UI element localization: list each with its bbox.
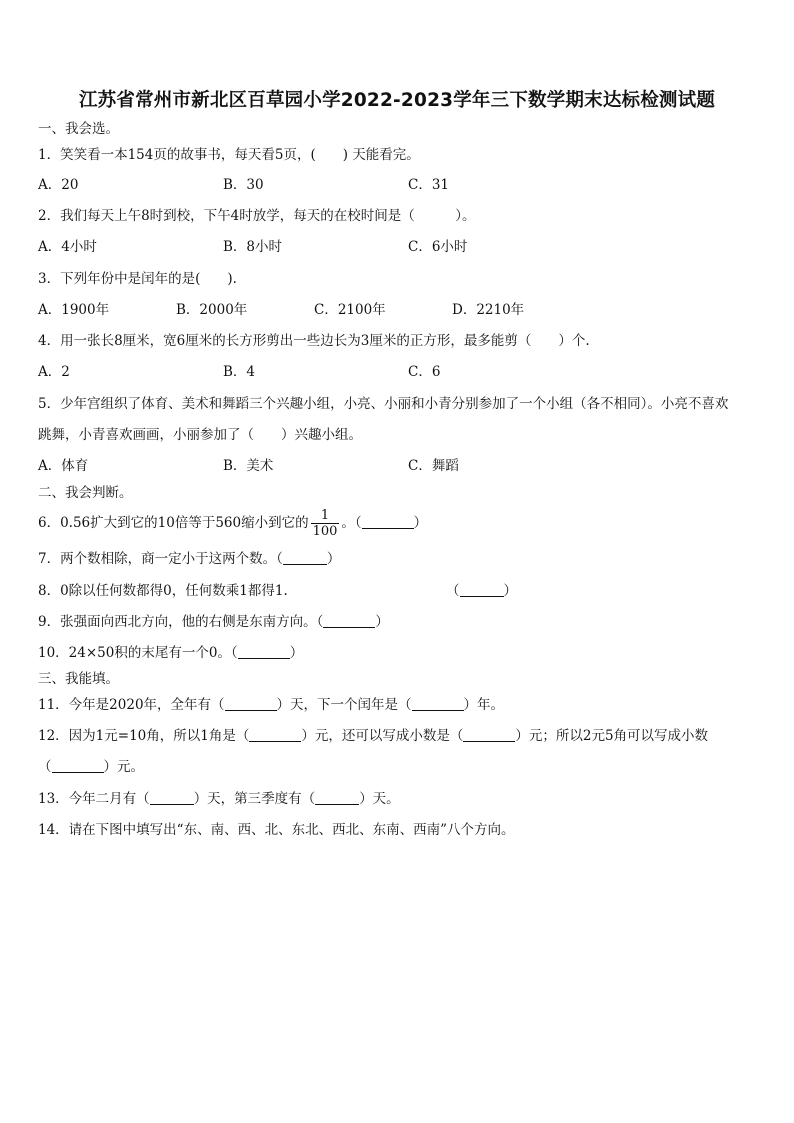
option-c[interactable]: C．6 [408,364,441,380]
option-a[interactable]: A．1900年 [38,302,110,318]
answer-blank-days[interactable] [225,696,277,711]
question-13-text-1: 13．今年二月有（ [38,791,150,807]
option-b[interactable]: B．美术 [223,458,274,474]
answer-open: （ [446,583,460,599]
answer-blank[interactable] [283,550,327,565]
answer-blank[interactable] [362,514,414,529]
option-a[interactable]: A．体育 [38,458,89,474]
question-12-line-2 [38,758,144,776]
answer-blank[interactable] [460,582,504,597]
question-7 [38,550,340,568]
option-a[interactable]: A．2 [38,364,70,380]
question-13-text-2: ）天，第三季度有（ [193,791,316,807]
question-6-text: 6．0.56扩大到它的10倍等于560缩小到它的 [38,515,309,531]
question-13 [38,790,400,808]
question-10 [38,644,303,662]
question-12-text-3: ）元；所以2元5角可以写成小数 [515,728,709,744]
question-8 [38,582,538,600]
section-heading-choice: 一、我会选。 [38,121,119,137]
answer-close: ） [375,614,389,630]
question-11 [38,696,504,714]
option-b[interactable]: B．4 [223,364,256,380]
question-2: 2．我们每天上午8时到校，下午4时放学，每天的在校时间是（ ）。 [38,208,476,224]
question-6 [38,506,427,540]
answer-blank[interactable] [238,644,290,659]
fraction-one-hundredth [311,508,340,539]
option-d[interactable]: D．2210年 [452,302,525,318]
answer-blank-decimal[interactable] [463,727,515,742]
question-12-text-1: 12．因为1元=10角，所以1角是（ [38,728,250,744]
question-9 [38,613,389,631]
question-12-line-1 [38,727,708,745]
fraction-numerator: 1 [311,508,340,524]
answer-close: ） [289,645,304,661]
question-14: 14．请在下图中填写出“东、南、西、北、东北、西北、东南、西南”八个方向。 [38,822,515,838]
question-12-text-5: ）元。 [103,759,144,775]
question-1: 1．笑笑看一本154页的故事书，每天看5页，( ) 天能看完。 [38,147,420,163]
answer-open: 。（ [341,515,362,531]
answer-blank-yuan[interactable] [52,758,104,773]
question-5-line-1: 5．少年宫组织了体育、美术和舞蹈三个兴趣小组，小亮、小丽和小青分别参加了一个小组（各不相同）。小亮不喜欢 [38,396,729,412]
option-a[interactable]: A．20 [38,177,79,193]
answer-close: ） [413,515,428,531]
section-heading-judge: 二、我会判断。 [38,485,133,501]
answer-blank-fraction[interactable] [249,727,301,742]
answer-blank-leap-year[interactable] [412,696,464,711]
option-c[interactable]: C．舞蹈 [408,458,459,474]
option-b[interactable]: B．30 [223,177,264,193]
question-10-text: 10．24×50积的末尾有一个0。（ [38,645,238,661]
question-8-text: 8．0除以任何数都得0，任何数乘1都得1. [38,583,288,599]
section-heading-fill: 三、我能填。 [38,671,119,687]
option-b[interactable]: B．2000年 [176,302,248,318]
question-11-text-2: ）天，下一个闰年是（ [276,697,412,713]
question-9-text: 9．张强面向西北方向，他的右侧是东南方向。（ [38,614,324,630]
question-7-text: 7．两个数相除，商一定小于这两个数。（ [38,551,283,567]
question-12-text-2: ）元，还可以写成小数是（ [301,728,464,744]
option-c[interactable]: C．2100年 [314,302,386,318]
page-title: 江苏省常州市新北区百草园小学2022-2023学年三下数学期末达标检测试题 [78,90,716,111]
fraction-denominator: 100 [312,524,338,539]
option-c[interactable]: C．6小时 [408,239,468,255]
answer-bracket [446,582,517,600]
answer-blank-february[interactable] [150,790,194,805]
question-12-text-4: （ [38,759,52,775]
answer-close: ） [503,583,517,599]
answer-close: ） [326,551,341,567]
question-11-text-1: 11．今年是2020年，全年有（ [38,697,225,713]
question-5-line-2: 跳舞，小青喜欢画画，小丽参加了（ ）兴趣小组。 [38,427,362,443]
answer-blank[interactable] [323,613,375,628]
question-11-text-3: ）年。 [463,697,505,713]
answer-blank-quarter[interactable] [315,790,359,805]
question-4: 4．用一张长8厘米，宽6厘米的长方形剪出一些边长为3厘米的正方形，最多能剪（ ）个. [38,333,590,349]
option-a[interactable]: A．4小时 [38,239,97,255]
question-13-text-3: ）天。 [359,791,400,807]
option-c[interactable]: C．31 [408,177,450,193]
option-b[interactable]: B．8小时 [223,239,283,255]
question-3: 3．下列年份中是闰年的是( ). [38,271,237,287]
